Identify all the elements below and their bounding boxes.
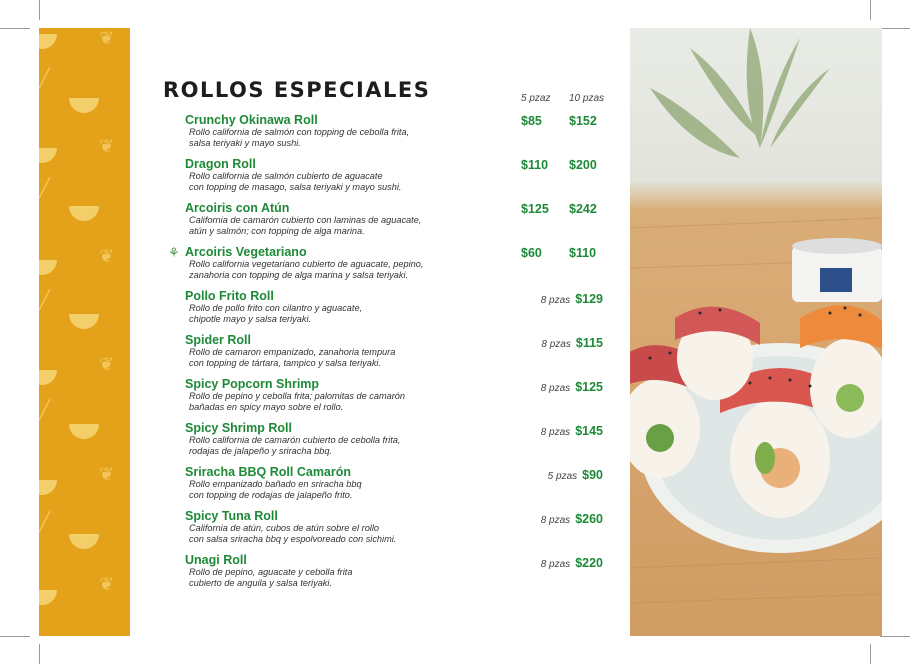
item-desc: salsa teriyaki y mayo sushi. (189, 138, 301, 148)
item-desc: Rollo empanizado bañado en sriracha bbq (189, 479, 362, 489)
bowl-icon (69, 424, 99, 439)
item-desc: bañadas en spicy mayo sobre el rollo. (189, 402, 344, 412)
item-name: Pollo Frito Roll (185, 289, 274, 303)
item-desc: con topping de masago, salsa teriyaki y mayo sushi. (189, 182, 402, 192)
item-desc: California de atún, cubos de atún sobre el rollo (189, 523, 379, 533)
item-name: Arcoiris Vegetariano (185, 245, 307, 259)
item-name: Arcoiris con Atún (185, 201, 290, 215)
item-qty: 8 pzas (540, 383, 571, 394)
sprout-icon: ❦ (99, 464, 115, 484)
crop-mark (870, 644, 871, 664)
item-price: $220 (575, 556, 603, 570)
item-desc: Rollo de pepino, aguacate y cebolla frita (189, 567, 353, 577)
item-desc: Rollo de camaron empanizado, zanahoria tempura (189, 347, 396, 357)
bowl-icon (69, 314, 99, 329)
item-name: Spicy Tuna Roll (185, 509, 278, 523)
sprout-icon: ╱ (39, 290, 50, 310)
item-desc: con topping de rodajas de jalapeño frito. (189, 490, 353, 500)
decorative-side-strip (39, 28, 130, 636)
menu-item (185, 466, 625, 501)
price-small: $60 (521, 246, 542, 260)
sprout-icon: ╱ (39, 68, 50, 88)
item-desc: Rollo california de camarón cubierto de cebolla frita, (189, 435, 401, 445)
sprout-icon: ❦ (99, 136, 115, 156)
menu-item (185, 290, 625, 325)
price-block (541, 554, 603, 572)
item-price: $145 (575, 424, 603, 438)
price-small: $85 (521, 114, 542, 128)
item-qty: 8 pzas (540, 295, 571, 306)
item-price: $90 (582, 468, 603, 482)
vegetarian-sprout-icon: ⚘ (168, 245, 180, 260)
bowl-icon (39, 260, 57, 275)
item-desc: Rollo de pepino y cebolla frita; palomitas de camarón (189, 391, 406, 401)
sprout-icon: ╱ (39, 512, 50, 532)
crop-mark (880, 636, 910, 637)
item-name: Spicy Shrimp Roll (185, 421, 292, 435)
item-qty: 8 pzas (540, 515, 571, 526)
menu-item (185, 422, 625, 457)
item-name: Spicy Popcorn Shrimp (185, 377, 320, 391)
price-large: $200 (569, 158, 597, 172)
item-desc: zanahoria con topping de alga marina y salsa teriyaki. (189, 270, 409, 280)
item-desc: Rollo california vegetariano cubierto de aguacate, pepino, (189, 259, 424, 269)
item-desc: Rollo california de salmón cubierto de aguacate (189, 171, 383, 181)
item-desc: Rollo de pollo frito con cilantro y aguacate, (189, 303, 363, 313)
menu-item (185, 378, 625, 413)
menu-item (185, 158, 625, 193)
section-title: ROLLOS ESPECIALES (163, 78, 431, 102)
item-desc: con salsa sriracha bbq y espolvoreado con sichimi. (189, 534, 397, 544)
sprout-icon: ❦ (99, 574, 115, 594)
item-desc: chipotle mayo y salsa teriyaki. (189, 314, 312, 324)
item-qty: 8 pzas (540, 427, 571, 438)
item-desc: rodajas de jalapeño y sriracha bbq. (189, 446, 333, 456)
menu-item (185, 510, 625, 545)
sprout-icon: ❦ (99, 28, 115, 48)
sprout-icon: ╱ (39, 178, 50, 198)
menu-item (185, 114, 625, 149)
menu-item (185, 334, 625, 369)
item-name: Unagi Roll (185, 553, 247, 567)
bowl-icon (69, 206, 99, 221)
crop-mark (39, 0, 40, 20)
sushi-photo (630, 28, 882, 636)
bowl-icon (39, 590, 57, 605)
item-price: $125 (575, 380, 603, 394)
price-block (541, 510, 603, 528)
crop-mark (39, 644, 40, 664)
price-block (548, 466, 603, 484)
sprout-icon: ❦ (99, 354, 115, 374)
price-small: $125 (521, 202, 549, 216)
item-name: Crunchy Okinawa Roll (185, 113, 318, 127)
price-block (541, 378, 603, 396)
bowl-icon (39, 480, 57, 495)
item-name: Sriracha BBQ Roll Camarón (185, 465, 352, 479)
item-desc: atún y salmón; con topping de alga marina. (189, 226, 365, 236)
qty-header-large: 10 pzas (569, 93, 605, 104)
menu-item (185, 202, 625, 237)
bowl-icon (69, 534, 99, 549)
item-price: $260 (575, 512, 603, 526)
crop-mark (870, 0, 871, 20)
price-large: $152 (569, 114, 597, 128)
crop-mark (0, 636, 30, 637)
bowl-icon (39, 34, 57, 49)
item-desc: con topping de tártara, tampico y salsa teriyaki. (189, 358, 382, 368)
price-block (541, 334, 603, 352)
crop-mark (0, 28, 30, 29)
crop-mark (880, 28, 910, 29)
bowl-icon (69, 98, 99, 113)
menu-item (185, 246, 625, 281)
price-block (541, 290, 603, 308)
item-qty: 5 pzas (547, 471, 578, 482)
bowl-icon (39, 370, 57, 385)
item-price: $115 (575, 336, 603, 350)
price-small: $110 (521, 158, 549, 172)
item-qty: 8 pzas (541, 339, 571, 350)
sprout-icon: ❦ (99, 246, 115, 266)
sprout-icon: ╱ (39, 400, 50, 420)
bowl-icon (39, 148, 57, 163)
menu-item (185, 554, 625, 589)
item-desc: cubierto de anguila y salsa teriyaki. (189, 578, 332, 588)
price-block (541, 422, 603, 440)
item-name: Dragon Roll (185, 157, 256, 171)
price-large: $242 (569, 202, 597, 216)
item-desc: Rollo california de salmón con topping de cebolla frita, (189, 127, 410, 137)
price-large: $110 (569, 246, 597, 260)
sushi-illustration (630, 28, 882, 636)
item-price: $129 (575, 292, 603, 306)
item-qty: 8 pzas (540, 559, 571, 570)
item-name: Spider Roll (185, 333, 251, 347)
qty-header-small: 5 pzaz (521, 93, 551, 104)
item-desc: California de camarón cubierto con laminas de aguacate, (189, 215, 422, 225)
